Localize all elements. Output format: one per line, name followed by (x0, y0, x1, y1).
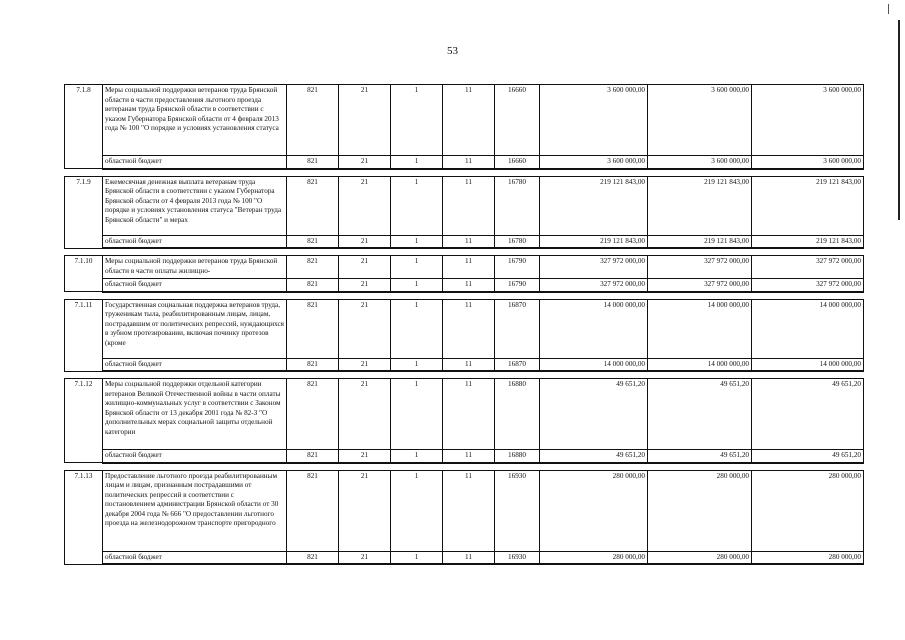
table-subrow (65, 358, 864, 371)
code-subprogram: 1 (391, 358, 443, 371)
code-ministry: 821 (287, 358, 339, 371)
table-subrow (65, 450, 864, 463)
code-program: 21 (339, 379, 391, 450)
amount-year-3: 327 972 000,00 (752, 279, 864, 292)
item-number: 7.1.8 (65, 85, 103, 169)
code-subprogram: 1 (391, 279, 443, 292)
amount-year-1: 3 600 000,00 (540, 156, 648, 169)
amount-year-3: 3 600 000,00 (752, 85, 864, 156)
row-spacer (65, 248, 864, 256)
table-row (65, 176, 864, 235)
code-direction: 16780 (495, 176, 540, 235)
item-number: 7.1.13 (65, 470, 103, 564)
code-event: 11 (443, 256, 495, 279)
amount-year-2: 49 651,20 (648, 379, 752, 450)
code-ministry: 821 (287, 176, 339, 235)
table-row (65, 256, 864, 279)
code-direction: 16790 (495, 256, 540, 279)
amount-year-2: 219 121 843,00 (648, 176, 752, 235)
amount-year-2: 327 972 000,00 (648, 256, 752, 279)
code-direction: 16660 (495, 156, 540, 169)
code-ministry: 821 (287, 156, 339, 169)
code-subprogram: 1 (391, 470, 443, 551)
code-ministry: 821 (287, 551, 339, 564)
budget-table (64, 84, 864, 565)
item-description: Меры социальной поддержки ветеранов труда Брянской области в части предоставления льготного проезда ветеранам труда Брянской области в соответствии с указом Губернатора Брянской области от 4 февраля 2013 года № 100 "О порядке и условиях установления статуса (103, 85, 287, 156)
code-program: 21 (339, 256, 391, 279)
code-event: 11 (443, 358, 495, 371)
row-spacer (65, 463, 864, 471)
code-event: 11 (443, 379, 495, 450)
amount-year-1: 3 600 000,00 (540, 85, 648, 156)
code-program: 21 (339, 156, 391, 169)
budget-table-body (65, 85, 864, 565)
code-direction: 16870 (495, 358, 540, 371)
code-direction: 16790 (495, 279, 540, 292)
code-ministry: 821 (287, 470, 339, 551)
code-subprogram: 1 (391, 85, 443, 156)
amount-year-1: 280 000,00 (540, 470, 648, 551)
code-subprogram: 1 (391, 299, 443, 358)
amount-year-3: 219 121 843,00 (752, 235, 864, 248)
funding-source: областной бюджет (103, 450, 287, 463)
item-description: Меры социальной поддержки отдельной категории ветеранов Великой Отечественной войны в части оплаты жилищно-коммунальных услуг в соответствии с Законом Брянской области от 13 декабря 2001 года № 82-З "О дополнительных мерах социальной защиты отдельной категории (103, 379, 287, 450)
item-number: 7.1.11 (65, 299, 103, 371)
item-description: Меры социальной поддержки ветеранов труда Брянской области в части оплаты жилищно- (103, 256, 287, 279)
table-subrow (65, 279, 864, 292)
table-subrow (65, 156, 864, 169)
amount-year-1: 49 651,20 (540, 450, 648, 463)
code-direction: 16930 (495, 551, 540, 564)
code-event: 11 (443, 470, 495, 551)
code-program: 21 (339, 470, 391, 551)
code-direction: 16660 (495, 85, 540, 156)
amount-year-3: 14 000 000,00 (752, 299, 864, 358)
row-spacer (65, 371, 864, 379)
item-description: Ежемесячная денежная выплата ветеранам труда Брянской области в соответствии с указом Губернатора Брянской области от 4 февраля 2013 года № 100 "О порядке и условиях установления статуса "Ветеран труда Брянской области" и мерах (103, 176, 287, 235)
amount-year-2: 3 600 000,00 (648, 156, 752, 169)
row-spacer (65, 292, 864, 300)
item-number: 7.1.12 (65, 379, 103, 463)
amount-year-3: 280 000,00 (752, 551, 864, 564)
spacer-cell (65, 248, 864, 256)
code-subprogram: 1 (391, 176, 443, 235)
code-ministry: 821 (287, 450, 339, 463)
item-description: Государственная социальная поддержка ветеранов труда, труженикам тыла, реабилитированным лицам, лицам, пострадавшим от политических репрессий, нуждающихся в зубном протезировании, включая починку протезов (кроме (103, 299, 287, 358)
spacer-cell (65, 371, 864, 379)
spacer-cell (65, 169, 864, 177)
code-subprogram: 1 (391, 156, 443, 169)
item-description: Предоставление льготного проезда реабилитированным лицам и лицам, признанным пострадавшими от политических репрессий в соответствии с постановлением администрации Брянской области от 30 декабря 2004 года № 666 "О предоставлении льготного проезда на железнодорожном транспорте пригородного (103, 470, 287, 551)
amount-year-3: 49 651,20 (752, 379, 864, 450)
amount-year-1: 49 651,20 (540, 379, 648, 450)
amount-year-1: 14 000 000,00 (540, 358, 648, 371)
table-row (65, 299, 864, 358)
scan-edge-tick (888, 4, 889, 14)
code-direction: 16880 (495, 450, 540, 463)
amount-year-3: 219 121 843,00 (752, 176, 864, 235)
code-ministry: 821 (287, 235, 339, 248)
code-direction: 16870 (495, 299, 540, 358)
amount-year-2: 280 000,00 (648, 470, 752, 551)
scan-edge-line (898, 20, 900, 220)
funding-source: областной бюджет (103, 235, 287, 248)
code-subprogram: 1 (391, 551, 443, 564)
code-program: 21 (339, 85, 391, 156)
code-subprogram: 1 (391, 256, 443, 279)
table-row (65, 379, 864, 450)
code-event: 11 (443, 450, 495, 463)
amount-year-2: 14 000 000,00 (648, 299, 752, 358)
page-number: 53 (447, 45, 458, 57)
code-ministry: 821 (287, 299, 339, 358)
code-program: 21 (339, 176, 391, 235)
code-direction: 16780 (495, 235, 540, 248)
spacer-cell (65, 292, 864, 300)
code-event: 11 (443, 156, 495, 169)
code-ministry: 821 (287, 379, 339, 450)
funding-source: областной бюджет (103, 279, 287, 292)
item-number: 7.1.10 (65, 256, 103, 292)
code-program: 21 (339, 358, 391, 371)
amount-year-3: 3 600 000,00 (752, 156, 864, 169)
amount-year-3: 280 000,00 (752, 470, 864, 551)
code-program: 21 (339, 450, 391, 463)
code-ministry: 821 (287, 85, 339, 156)
code-subprogram: 1 (391, 379, 443, 450)
spacer-cell (65, 463, 864, 471)
amount-year-2: 14 000 000,00 (648, 358, 752, 371)
code-event: 11 (443, 176, 495, 235)
table-row (65, 470, 864, 551)
amount-year-2: 219 121 843,00 (648, 235, 752, 248)
amount-year-2: 280 000,00 (648, 551, 752, 564)
amount-year-2: 49 651,20 (648, 450, 752, 463)
amount-year-1: 280 000,00 (540, 551, 648, 564)
code-direction: 16880 (495, 379, 540, 450)
code-ministry: 821 (287, 256, 339, 279)
amount-year-1: 219 121 843,00 (540, 176, 648, 235)
code-direction: 16930 (495, 470, 540, 551)
funding-source: областной бюджет (103, 358, 287, 371)
amount-year-1: 327 972 000,00 (540, 256, 648, 279)
code-event: 11 (443, 551, 495, 564)
code-event: 11 (443, 279, 495, 292)
code-program: 21 (339, 235, 391, 248)
amount-year-3: 327 972 000,00 (752, 256, 864, 279)
table-row (65, 85, 864, 156)
table-subrow (65, 235, 864, 248)
amount-year-1: 327 972 000,00 (540, 279, 648, 292)
code-program: 21 (339, 279, 391, 292)
row-spacer (65, 169, 864, 177)
code-event: 11 (443, 85, 495, 156)
amount-year-3: 14 000 000,00 (752, 358, 864, 371)
amount-year-1: 14 000 000,00 (540, 299, 648, 358)
funding-source: областной бюджет (103, 551, 287, 564)
code-event: 11 (443, 299, 495, 358)
amount-year-2: 327 972 000,00 (648, 279, 752, 292)
item-number: 7.1.9 (65, 176, 103, 248)
amount-year-1: 219 121 843,00 (540, 235, 648, 248)
amount-year-2: 3 600 000,00 (648, 85, 752, 156)
code-program: 21 (339, 299, 391, 358)
table-subrow (65, 551, 864, 564)
funding-source: областной бюджет (103, 156, 287, 169)
code-subprogram: 1 (391, 450, 443, 463)
code-subprogram: 1 (391, 235, 443, 248)
code-ministry: 821 (287, 279, 339, 292)
code-event: 11 (443, 235, 495, 248)
code-program: 21 (339, 551, 391, 564)
amount-year-3: 49 651,20 (752, 450, 864, 463)
